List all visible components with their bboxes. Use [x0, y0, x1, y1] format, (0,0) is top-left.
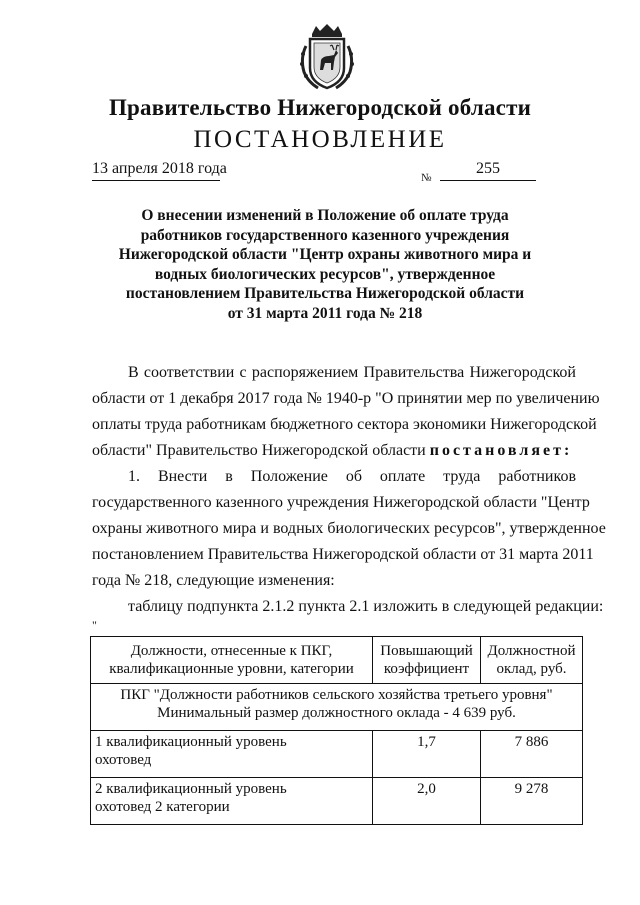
- document-date: 13 апреля 2018 года: [92, 160, 220, 181]
- coefficient-cell: 1,7: [373, 731, 481, 778]
- position-name: охотовед 2 категории: [95, 799, 230, 815]
- subject-line: постановлением Правительства Нижегородской области: [125, 285, 525, 302]
- qualification-level: 1 квалификационный уровень: [95, 734, 287, 750]
- body-line: области от 1 декабря 2017 года № 1940-р "О принятии мер по увеличению: [92, 390, 600, 407]
- table-row: [91, 731, 583, 778]
- salary-table: [90, 636, 583, 825]
- body-line: 1. Внести в Положение об оплате труда работников: [128, 468, 576, 485]
- body-line: [92, 442, 576, 460]
- document-type: ПОСТАНОВЛЕНИЕ: [193, 126, 447, 153]
- group-min-salary: Минимальный размер должностного оклада - 4 639 руб.: [157, 705, 516, 721]
- decree-word: постановляет:: [429, 442, 573, 459]
- document-subject: [80, 206, 570, 323]
- coat-of-arms-icon: [296, 22, 358, 92]
- salary-cell: 7 886: [481, 731, 583, 778]
- subject-line: О внесении изменений в Положение об оплате труда: [141, 207, 509, 224]
- position-cell: [91, 778, 373, 825]
- group-title: ПКГ "Должности работников сельского хозяйства третьего уровня": [120, 687, 553, 703]
- position-cell: [91, 731, 373, 778]
- coefficient-cell: 2,0: [373, 778, 481, 825]
- header-cell: Должности, отнесенные к ПКГ, квалификационные уровни, категории: [91, 637, 373, 684]
- document-number: 255: [440, 160, 536, 181]
- qualification-level: 2 квалификационный уровень: [95, 781, 287, 797]
- body-line: таблицу подпункта 2.1.2 пункта 2.1 изложить в следующей редакции:: [128, 598, 604, 615]
- subject-line: водных биологических ресурсов", утвержденное: [154, 265, 496, 283]
- position-name: охотовед: [95, 752, 152, 768]
- body-line: государственного казенного учреждения Нижегородской области "Центр: [92, 494, 590, 511]
- group-cell: [91, 684, 583, 731]
- body-line: охраны животного мира и водных биологических ресурсов", утвержденное: [92, 520, 606, 537]
- body-line: В соответствии с распоряжением Правительства Нижегородской: [128, 364, 576, 381]
- subject-line: от 31 марта 2011 года № 218: [227, 304, 423, 322]
- table-group-row: [91, 684, 583, 731]
- salary-cell: 9 278: [481, 778, 583, 825]
- body-line: постановлением Правительства Нижегородской области от 31 марта 2011: [92, 546, 594, 563]
- subject-line: Нижегородской области "Центр охраны животного мира и: [118, 246, 532, 263]
- body-line: оплаты труда работникам бюджетного сектора экономики Нижегородской: [92, 416, 597, 433]
- table-row: [91, 778, 583, 825]
- government-title: Правительство Нижегородской области: [108, 95, 532, 120]
- body-line: года № 218, следующие изменения:: [92, 572, 335, 589]
- header-cell: Повышающий коэффициент: [373, 637, 481, 684]
- body-text: области" Правительство Нижегородской области: [92, 442, 430, 459]
- table-header-row: [91, 637, 583, 684]
- header-cell: Должностной оклад, руб.: [481, 637, 583, 684]
- number-sign: №: [421, 172, 432, 184]
- quote-mark: ": [92, 618, 97, 632]
- subject-line: работников государственного казенного учреждения: [140, 226, 510, 244]
